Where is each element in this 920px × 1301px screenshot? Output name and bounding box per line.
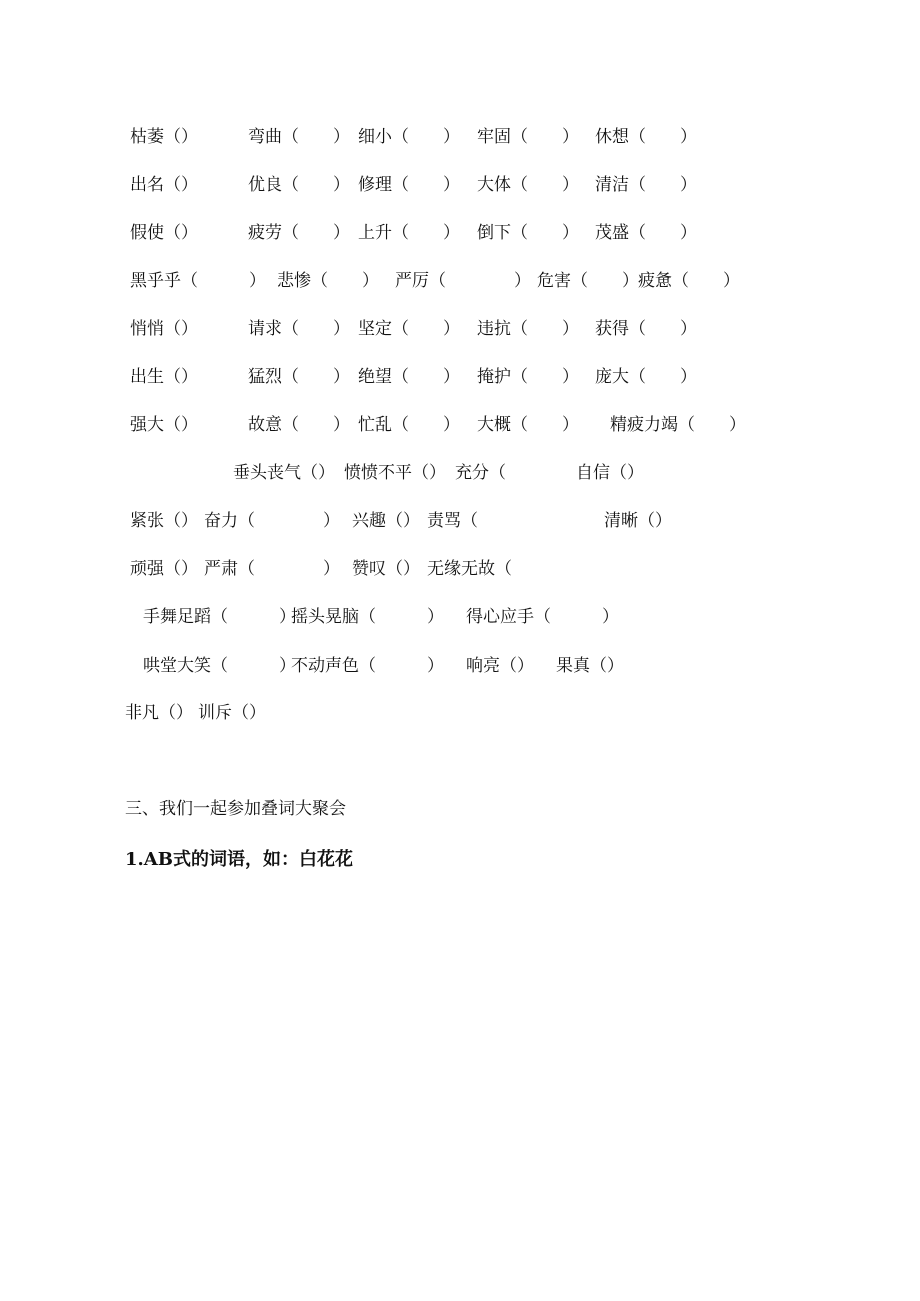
word-row xyxy=(0,604,920,630)
word-row xyxy=(0,268,920,294)
word-item: 疲惫（ ） xyxy=(638,271,740,291)
word-item: 强大（） xyxy=(130,415,198,435)
word-row xyxy=(0,508,920,534)
word-item: 假使（） xyxy=(130,223,198,243)
word-item: 绝望（ ） xyxy=(358,367,460,387)
word-item: 顽强（） xyxy=(130,559,198,579)
word-item: 训斥（） xyxy=(198,703,266,723)
word-item: 哄堂大笑（ ） xyxy=(143,656,296,676)
word-row xyxy=(0,172,920,198)
word-item: 悄悄（） xyxy=(130,319,198,339)
word-item: 非凡（） xyxy=(125,703,193,723)
word-item: 自信（） xyxy=(576,463,644,483)
word-item: 获得（ ） xyxy=(595,319,697,339)
word-item: 严肃（ ） xyxy=(204,559,340,579)
word-row xyxy=(0,412,920,438)
word-item: 上升（ ） xyxy=(358,223,460,243)
word-item: 违抗（ ） xyxy=(477,319,579,339)
word-item: 响亮（） xyxy=(466,656,534,676)
word-row xyxy=(0,364,920,390)
word-item: 无缘无故（ xyxy=(427,559,512,579)
word-item: 垂头丧气（） xyxy=(233,463,335,483)
word-item: 休想（ ） xyxy=(595,127,697,147)
word-item: 充分（ xyxy=(455,463,506,483)
section-title: 三、我们一起参加叠词大聚会 xyxy=(125,799,346,819)
word-item: 危害（ ） xyxy=(537,271,639,291)
word-item: 果真（） xyxy=(556,656,624,676)
word-item: 庞大（ ） xyxy=(595,367,697,387)
word-row xyxy=(0,653,920,679)
word-row xyxy=(0,220,920,246)
word-item: 严厉（ ） xyxy=(395,271,531,291)
word-item: 故意（ ） xyxy=(248,415,350,435)
word-item: 奋力（ ） xyxy=(204,511,340,531)
word-item: 坚定（ ） xyxy=(358,319,460,339)
word-row xyxy=(0,556,920,582)
word-item: 兴趣（） xyxy=(352,511,420,531)
word-item: 忙乱（ ） xyxy=(358,415,460,435)
word-item: 枯萎（） xyxy=(130,127,198,147)
word-item: 请求（ ） xyxy=(248,319,350,339)
word-item: 优良（ ） xyxy=(248,175,350,195)
word-item: 细小（ ） xyxy=(358,127,460,147)
word-item: 精疲力竭（ ） xyxy=(610,415,746,435)
word-item: 清洁（ ） xyxy=(595,175,697,195)
word-item: 得心应手（ ） xyxy=(466,607,619,627)
word-row xyxy=(0,700,920,726)
word-item: 茂盛（ ） xyxy=(595,223,697,243)
word-item: 责骂（ xyxy=(427,511,478,531)
word-item: 弯曲（ ） xyxy=(248,127,350,147)
word-item: 清晰（） xyxy=(604,511,672,531)
word-item: 大概（ ） xyxy=(477,415,579,435)
word-item: 悲惨（ ） xyxy=(277,271,379,291)
word-item: 黑乎乎（ ） xyxy=(130,271,266,291)
word-item: 修理（ ） xyxy=(358,175,460,195)
word-item: 掩护（ ） xyxy=(477,367,579,387)
word-item: 愤愤不平（） xyxy=(344,463,446,483)
word-item: 不动声色（ ） xyxy=(291,656,444,676)
subsection-title: 1.AB式的词语，如：白花花 xyxy=(125,849,353,870)
word-item: 猛烈（ ） xyxy=(248,367,350,387)
word-item: 摇头晃脑（ ） xyxy=(291,607,444,627)
word-item: 牢固（ ） xyxy=(477,127,579,147)
word-row xyxy=(0,316,920,342)
word-item: 疲劳（ ） xyxy=(248,223,350,243)
word-item: 紧张（） xyxy=(130,511,198,531)
word-row xyxy=(0,460,920,486)
word-item: 手舞足蹈（ ） xyxy=(143,607,296,627)
word-item: 倒下（ ） xyxy=(477,223,579,243)
word-item: 出名（） xyxy=(130,175,198,195)
word-item: 大体（ ） xyxy=(477,175,579,195)
word-row xyxy=(0,124,920,150)
word-item: 赞叹（） xyxy=(352,559,420,579)
word-item: 出生（） xyxy=(130,367,198,387)
